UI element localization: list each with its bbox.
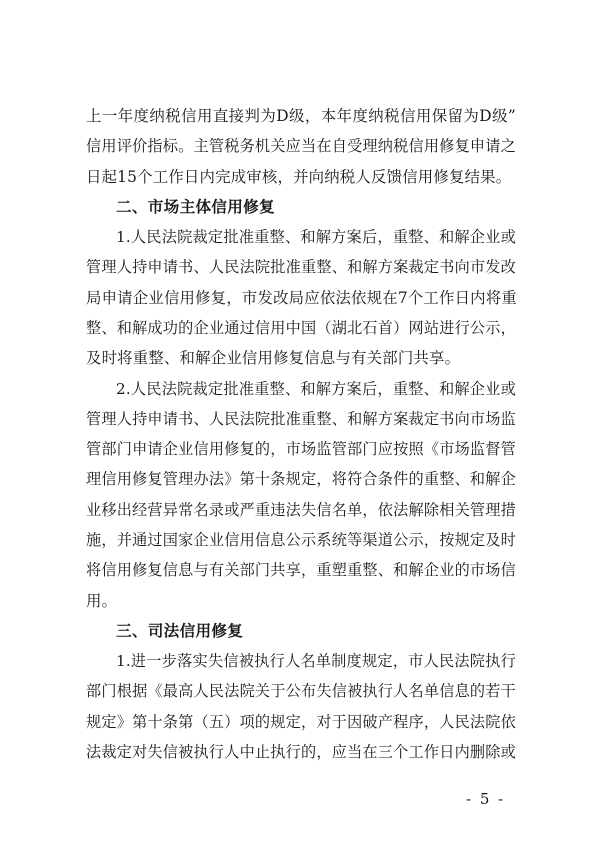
- paragraph-line: 1.人民法院裁定批准重整、和解方案后，重整、和解企业或: [116, 228, 516, 247]
- paragraph-line: 规定》第十条第（五）项的规定，对于因破产程序，人民法院依: [86, 712, 516, 731]
- paragraph-line: 业移出经营异常名录或严重违法失信名单，依法解除相关管理措: [86, 500, 516, 519]
- paragraph-line: 信用评价指标。主管税务机关应当在自受理纳税信用修复申请之: [86, 137, 516, 156]
- paragraph-line: 法裁定对失信被执行人中止执行的，应当在三个工作日内删除或: [86, 743, 516, 761]
- paragraph-line: 管部门申请企业信用修复的，市场监管部门应按照《市场监督管: [86, 440, 516, 459]
- paragraph-line: 管理人持申请书、人民法院批准重整、和解方案裁定书向市发改: [86, 258, 516, 277]
- paragraph-line: 整、和解成功的企业通过信用中国（湖北石首）网站进行公示，: [86, 319, 516, 337]
- paragraph-line: 局申请企业信用修复，市发改局应依法依规在7个工作日内将重: [86, 288, 517, 307]
- section-heading: 三、司法信用修复: [116, 621, 244, 640]
- section-heading: 二、市场主体信用修复: [116, 197, 275, 216]
- paragraph-line: 部门根据《最高人民法院关于公布失信被执行人名单信息的若干: [86, 682, 516, 701]
- paragraph-line: 1.进一步落实失信被执行人名单制度规定，市人民法院执行: [116, 652, 516, 671]
- page-number: - 5 -: [466, 790, 506, 808]
- paragraph-line: 理信用修复管理办法》第十条规定，将符合条件的重整、和解企: [86, 470, 516, 489]
- paragraph-line: 用。: [86, 591, 118, 610]
- paragraph-line: 2.人民法院裁定批准重整、和解方案后，重整、和解企业或: [116, 379, 516, 398]
- paragraph-line: 将信用修复信息与有关部门共享，重塑重整、和解企业的市场信: [86, 561, 516, 580]
- paragraph-line: 上一年度纳税信用直接判为D级，本年度纳税信用保留为D级”: [86, 107, 516, 125]
- paragraph-line: 及时将重整、和解企业信用修复信息与有关部门共享。: [86, 349, 461, 368]
- paragraph-line: 管理人持申请书、人民法院批准重整、和解方案裁定书向市场监: [86, 409, 516, 428]
- paragraph-line: 日起15个工作日内完成审核，并向纳税人反馈信用修复结果。: [86, 167, 512, 186]
- paragraph-line: 施，并通过国家企业信用信息公示系统等渠道公示，按规定及时: [86, 531, 516, 549]
